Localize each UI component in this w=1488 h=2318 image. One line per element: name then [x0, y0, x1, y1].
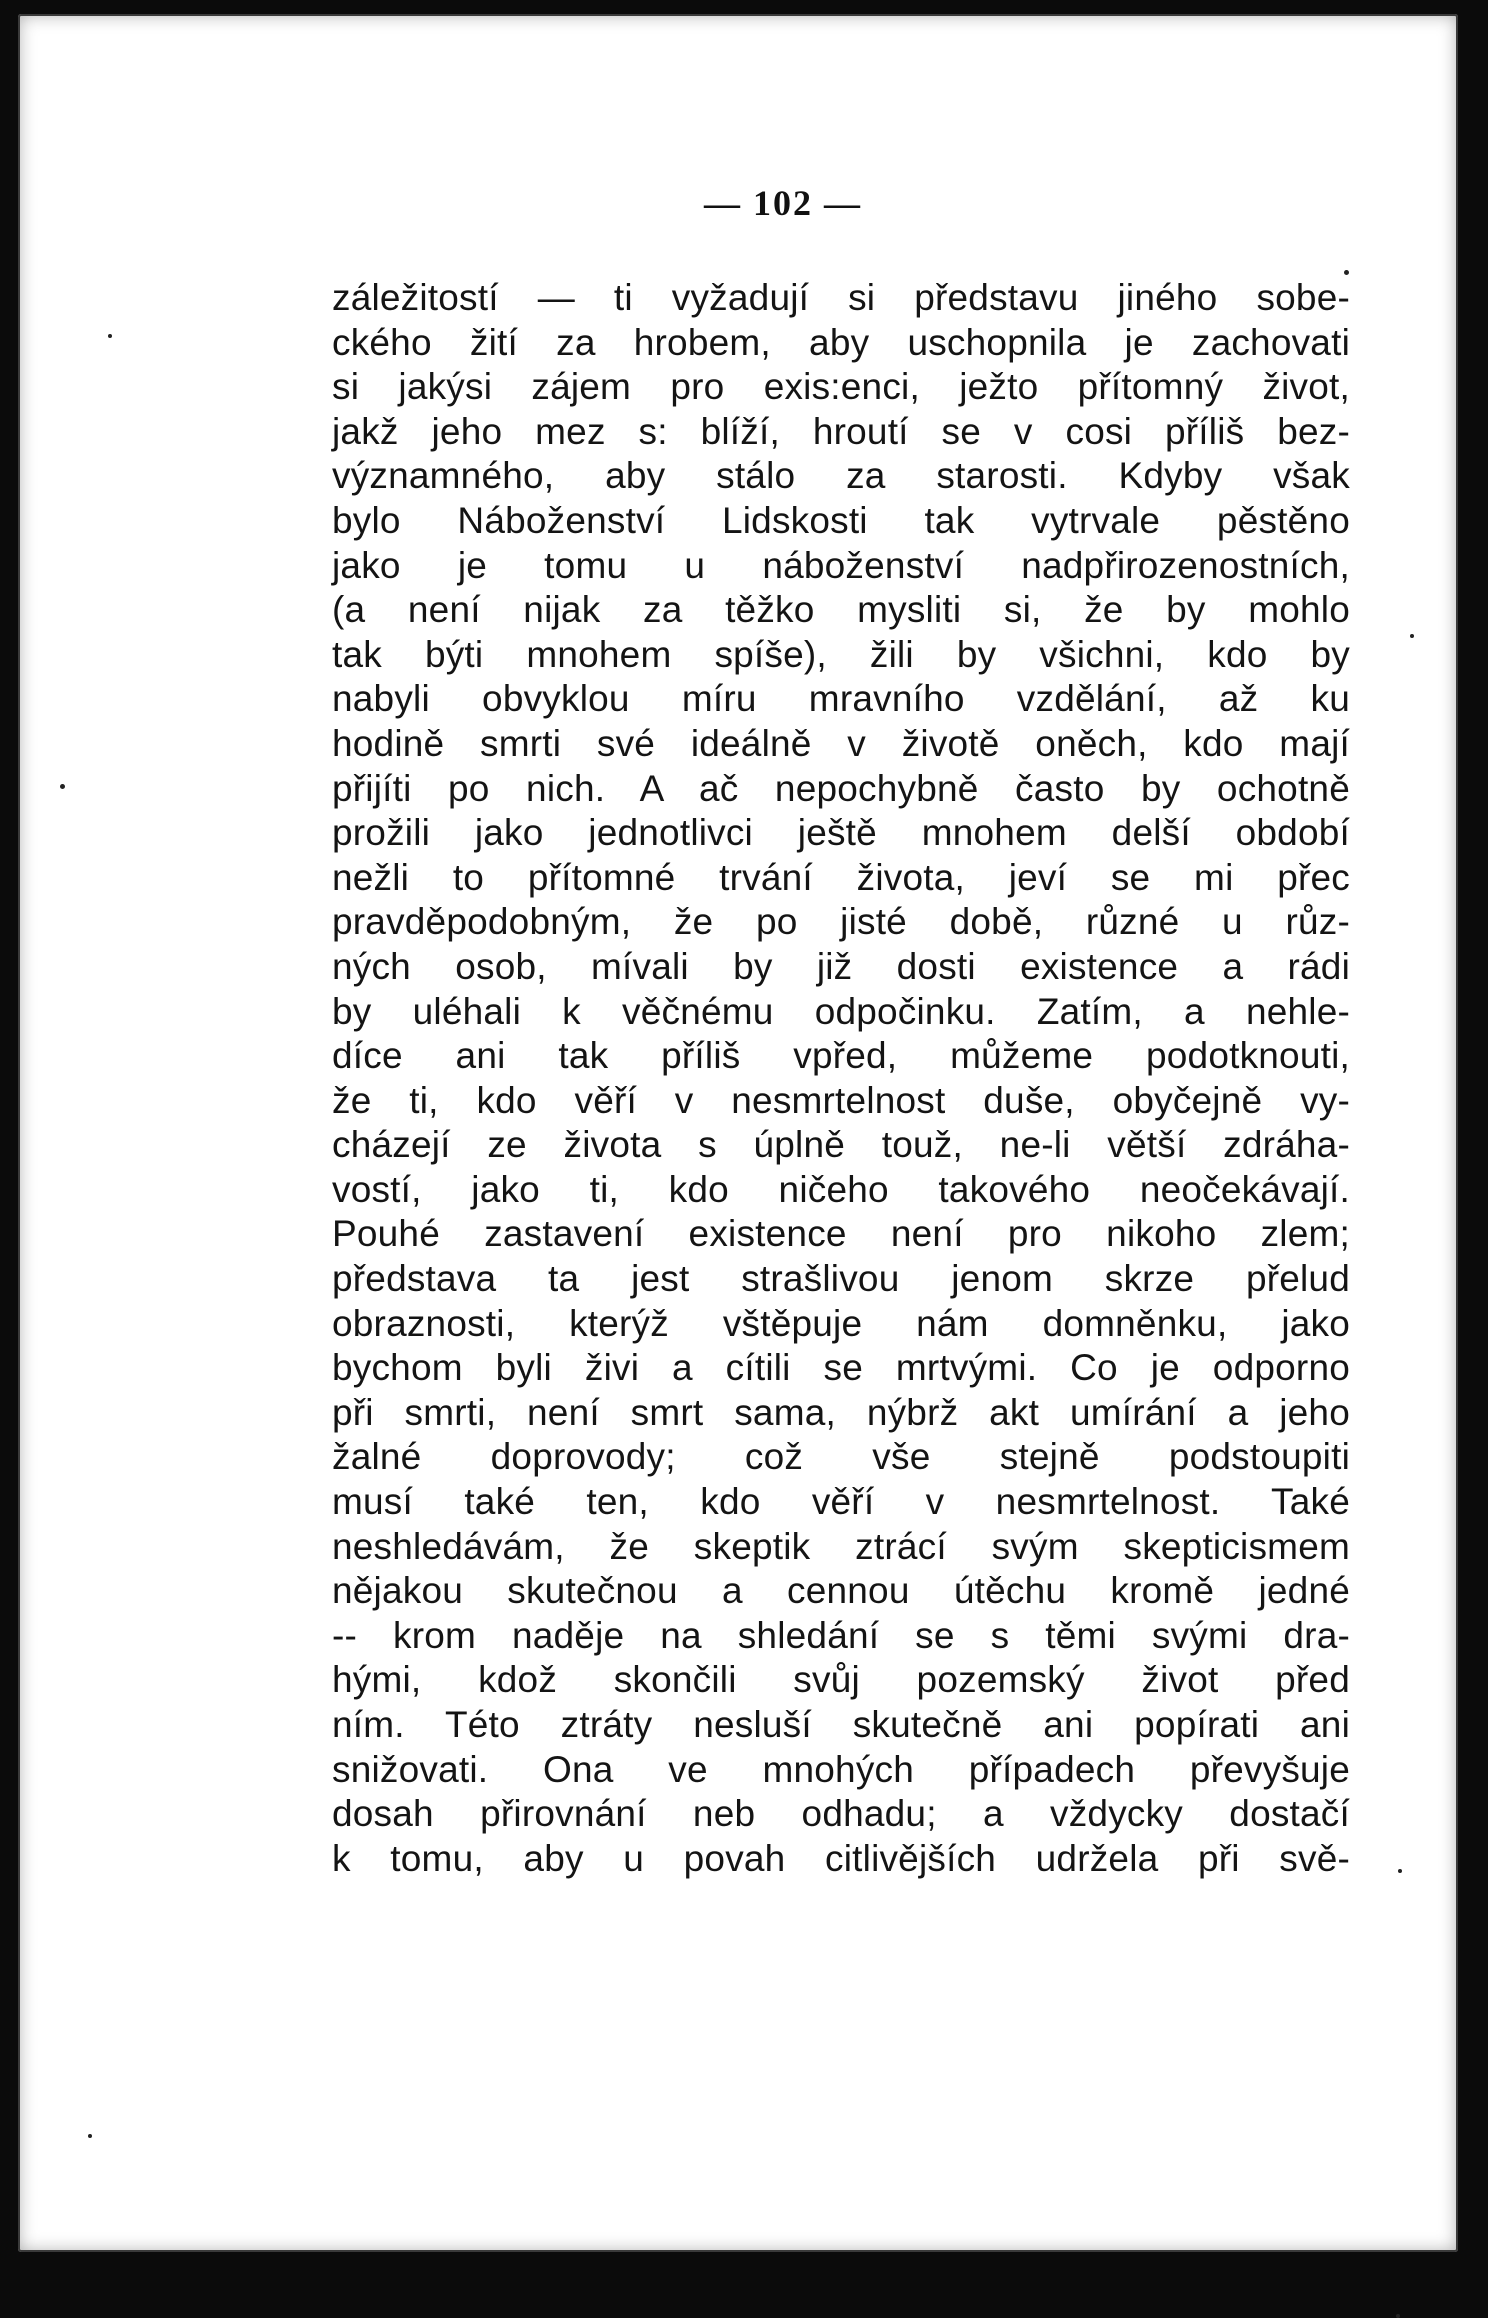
text-line: cházejí ze života s úplně touž, ne-li větší zdráha- — [332, 1124, 1350, 1166]
text-line: nežli to přítomné trvání života, jeví se mi přec — [332, 856, 1350, 898]
text-line: Pouhé zastavení existence není pro nikoho zlem; — [332, 1213, 1350, 1255]
text-line: k tomu, aby u povah citlivějších udržela při svě- — [332, 1837, 1350, 1879]
text-line: bylo Náboženství Lidskosti tak vytrvale pěstěno — [332, 499, 1350, 541]
speck — [1396, 2314, 1400, 2318]
text-line: prožili jako jednotlivci ještě mnohem delší období — [332, 812, 1350, 854]
text-line: -- krom naděje na shledání se s těmi svými dra- — [332, 1614, 1350, 1656]
text-line: neshledávám, že skeptik ztrácí svým skepticismem — [332, 1525, 1350, 1567]
body-text — [332, 276, 1350, 1881]
text-line: musí také ten, kdo věří v nesmrtelnost. Také — [332, 1481, 1350, 1523]
text-line: (a není nijak za těžko mysliti si, že by mohlo — [332, 589, 1350, 631]
speck — [1344, 270, 1349, 275]
text-line: díce ani tak příliš vpřed, můžeme podotknouti, — [332, 1035, 1350, 1077]
text-line: by uléhali k věčnému odpočinku. Zatím, a nehle- — [332, 990, 1350, 1032]
text-line: pravděpodobným, že po jisté době, různé u růz- — [332, 901, 1350, 943]
text-line: žalné doprovody; což vše stejně podstoupiti — [332, 1436, 1350, 1478]
text-line: dosah přirovnání neb odhadu; a vždycky dostačí — [332, 1793, 1350, 1835]
page-number: — 102 — — [704, 183, 862, 223]
speck — [1398, 1869, 1402, 1873]
text-line: ckého žití za hrobem, aby uschopnila je zachovati — [332, 321, 1350, 363]
text-line: bychom byli živi a cítili se mrtvými. Co je odporno — [332, 1347, 1350, 1389]
book-page — [18, 14, 1458, 2252]
text-line: tak býti mnohem spíše), žili by všichni, kdo by — [332, 633, 1350, 675]
text-line: že ti, kdo věří v nesmrtelnost duše, obyčejně vy- — [332, 1079, 1350, 1121]
text-line: obraznosti, kterýž vštěpuje nám domněnku, jako — [332, 1302, 1350, 1344]
speck — [60, 784, 65, 789]
speck — [88, 2134, 92, 2138]
text-line: významného, aby stálo za starosti. Kdyby však — [332, 455, 1350, 497]
text-line: jakž jeho mez s: blíží, hroutí se v cosi příliš bez- — [332, 410, 1350, 452]
text-line: snižovati. Ona ve mnohých případech převyšuje — [332, 1748, 1350, 1790]
text-line: jako je tomu u náboženství nadpřirozenostních, — [332, 544, 1350, 586]
text-line: nabyli obvyklou míru mravního vzdělání, až ku — [332, 678, 1350, 720]
text-line: nějakou skutečnou a cennou útěchu kromě jedné — [332, 1570, 1350, 1612]
speck — [1410, 634, 1414, 638]
text-line: ných osob, mívali by již dosti existence a rádi — [332, 945, 1350, 987]
text-line: záležitostí — ti vyžadují si představu jiného sobe- — [332, 277, 1350, 318]
text-line: přijíti po nich. A ač nepochybně často by ochotně — [332, 767, 1350, 809]
text-line: vostí, jako ti, kdo ničeho takového neočekávají. — [332, 1168, 1350, 1210]
text-line: si jakýsi zájem pro exis:enci, ježto přítomný život, — [332, 366, 1350, 408]
text-line: hými, kdož skončili svůj pozemský život před — [332, 1659, 1350, 1701]
text-line: hodině smrti své ideálně v životě oněch, kdo mají — [332, 722, 1350, 764]
text-line: při smrti, není smrt sama, nýbrž akt umírání a jeho — [332, 1391, 1350, 1433]
speck — [108, 334, 112, 338]
text-line: představa ta jest strašlivou jenom skrze přelud — [332, 1258, 1350, 1300]
text-line: ním. Této ztráty nesluší skutečně ani popírati ani — [332, 1704, 1350, 1745]
